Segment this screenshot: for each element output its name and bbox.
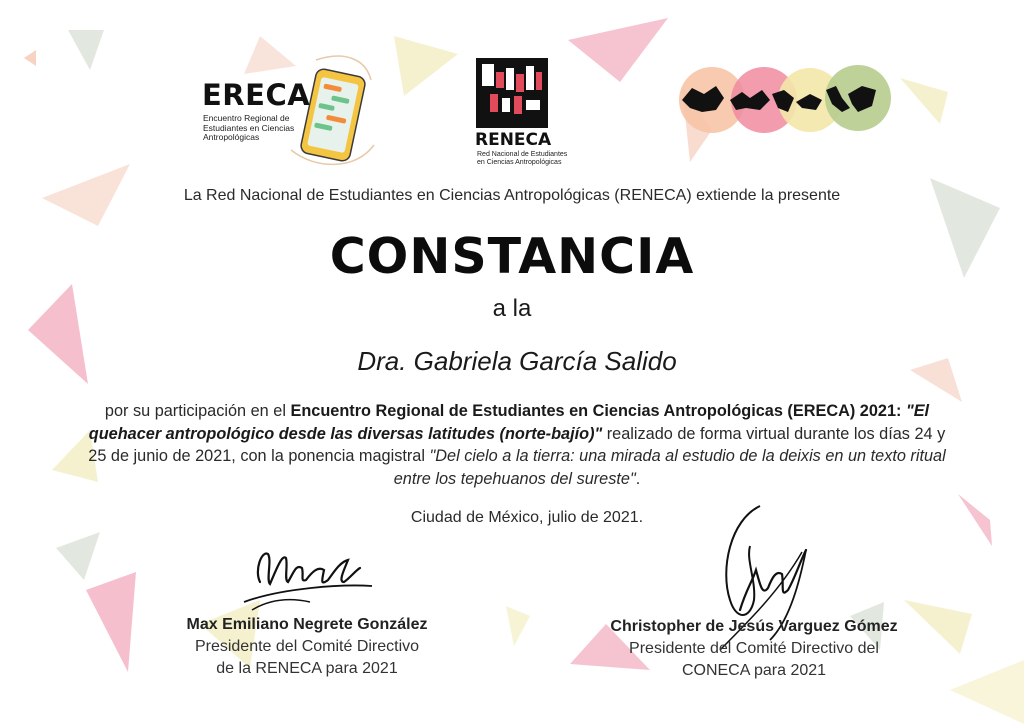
ereca-subtitle: Encuentro Regional de Estudiantes en Ciencias Antropológicas: [203, 113, 295, 142]
certificate-title: CONSTANCIA: [329, 228, 695, 285]
body-text-part: realizado de forma virtual durante los días 24 y 25 de junio de 2021, con la ponencia magistral: [88, 424, 946, 465]
signature-1-image: [232, 540, 382, 620]
event-name: Encuentro Regional de Estudiantes en Ciencias Antropológicas (ERECA) 2021:: [290, 402, 902, 420]
signatory-role: Presidente del Comité Directivo: [194, 638, 420, 655]
preposition-text: a la: [492, 295, 532, 322]
recipient-name: Dra. Gabriela García Salido: [357, 346, 677, 376]
deco-triangle: [68, 30, 104, 70]
body-text-part: por su participación en el: [104, 402, 291, 420]
place-date: Ciudad de México, julio de 2021.: [410, 509, 644, 526]
ereca-logo: [196, 40, 386, 180]
lecture-title: "Del cielo a la tierra: una mirada al estudio de la deixis en un texto ritual entre los tepehuanos del sureste": [393, 447, 946, 488]
deco-triangle: [568, 18, 668, 82]
reneca-wordmark: RENECA: [475, 130, 552, 150]
ereca-wordmark: ERECA: [202, 78, 311, 112]
signatory-name: Christopher de Jesús Varguez Gómez: [610, 618, 898, 635]
certificate-body: [82, 400, 952, 490]
deco-triangle: [86, 572, 136, 672]
deco-triangle: [900, 78, 948, 124]
signatory-role: Presidente del Comité Directivo del: [629, 640, 879, 657]
deco-triangle: [506, 606, 530, 646]
intro-text: La Red Nacional de Estudiantes en Ciencias Antropológicas (RENECA) extiende la presente: [183, 187, 841, 204]
event-theme: "El quehacer antropológico desde las diversas latitudes (norte-bajío)": [88, 402, 930, 443]
deco-triangle: [24, 50, 36, 66]
reneca-emblem: [476, 58, 548, 128]
signatory-name: Max Emiliano Negrete González: [186, 616, 428, 633]
body-text-part: .: [635, 469, 641, 488]
reneca-subtitle: Red Nacional de Estudiantes en Ciencias Antropológicas: [477, 151, 568, 166]
signatory-role: de la RENECA para 2021: [216, 660, 398, 677]
signatory-1: [150, 614, 464, 680]
deco-triangle: [56, 532, 100, 580]
reneca-logo: [470, 56, 570, 168]
deco-triangle: [394, 36, 458, 96]
signatory-2: [576, 616, 932, 682]
regions-logo: [676, 64, 894, 136]
signatory-role: CONECA para 2021: [681, 662, 827, 679]
deco-triangle: [950, 660, 1024, 724]
